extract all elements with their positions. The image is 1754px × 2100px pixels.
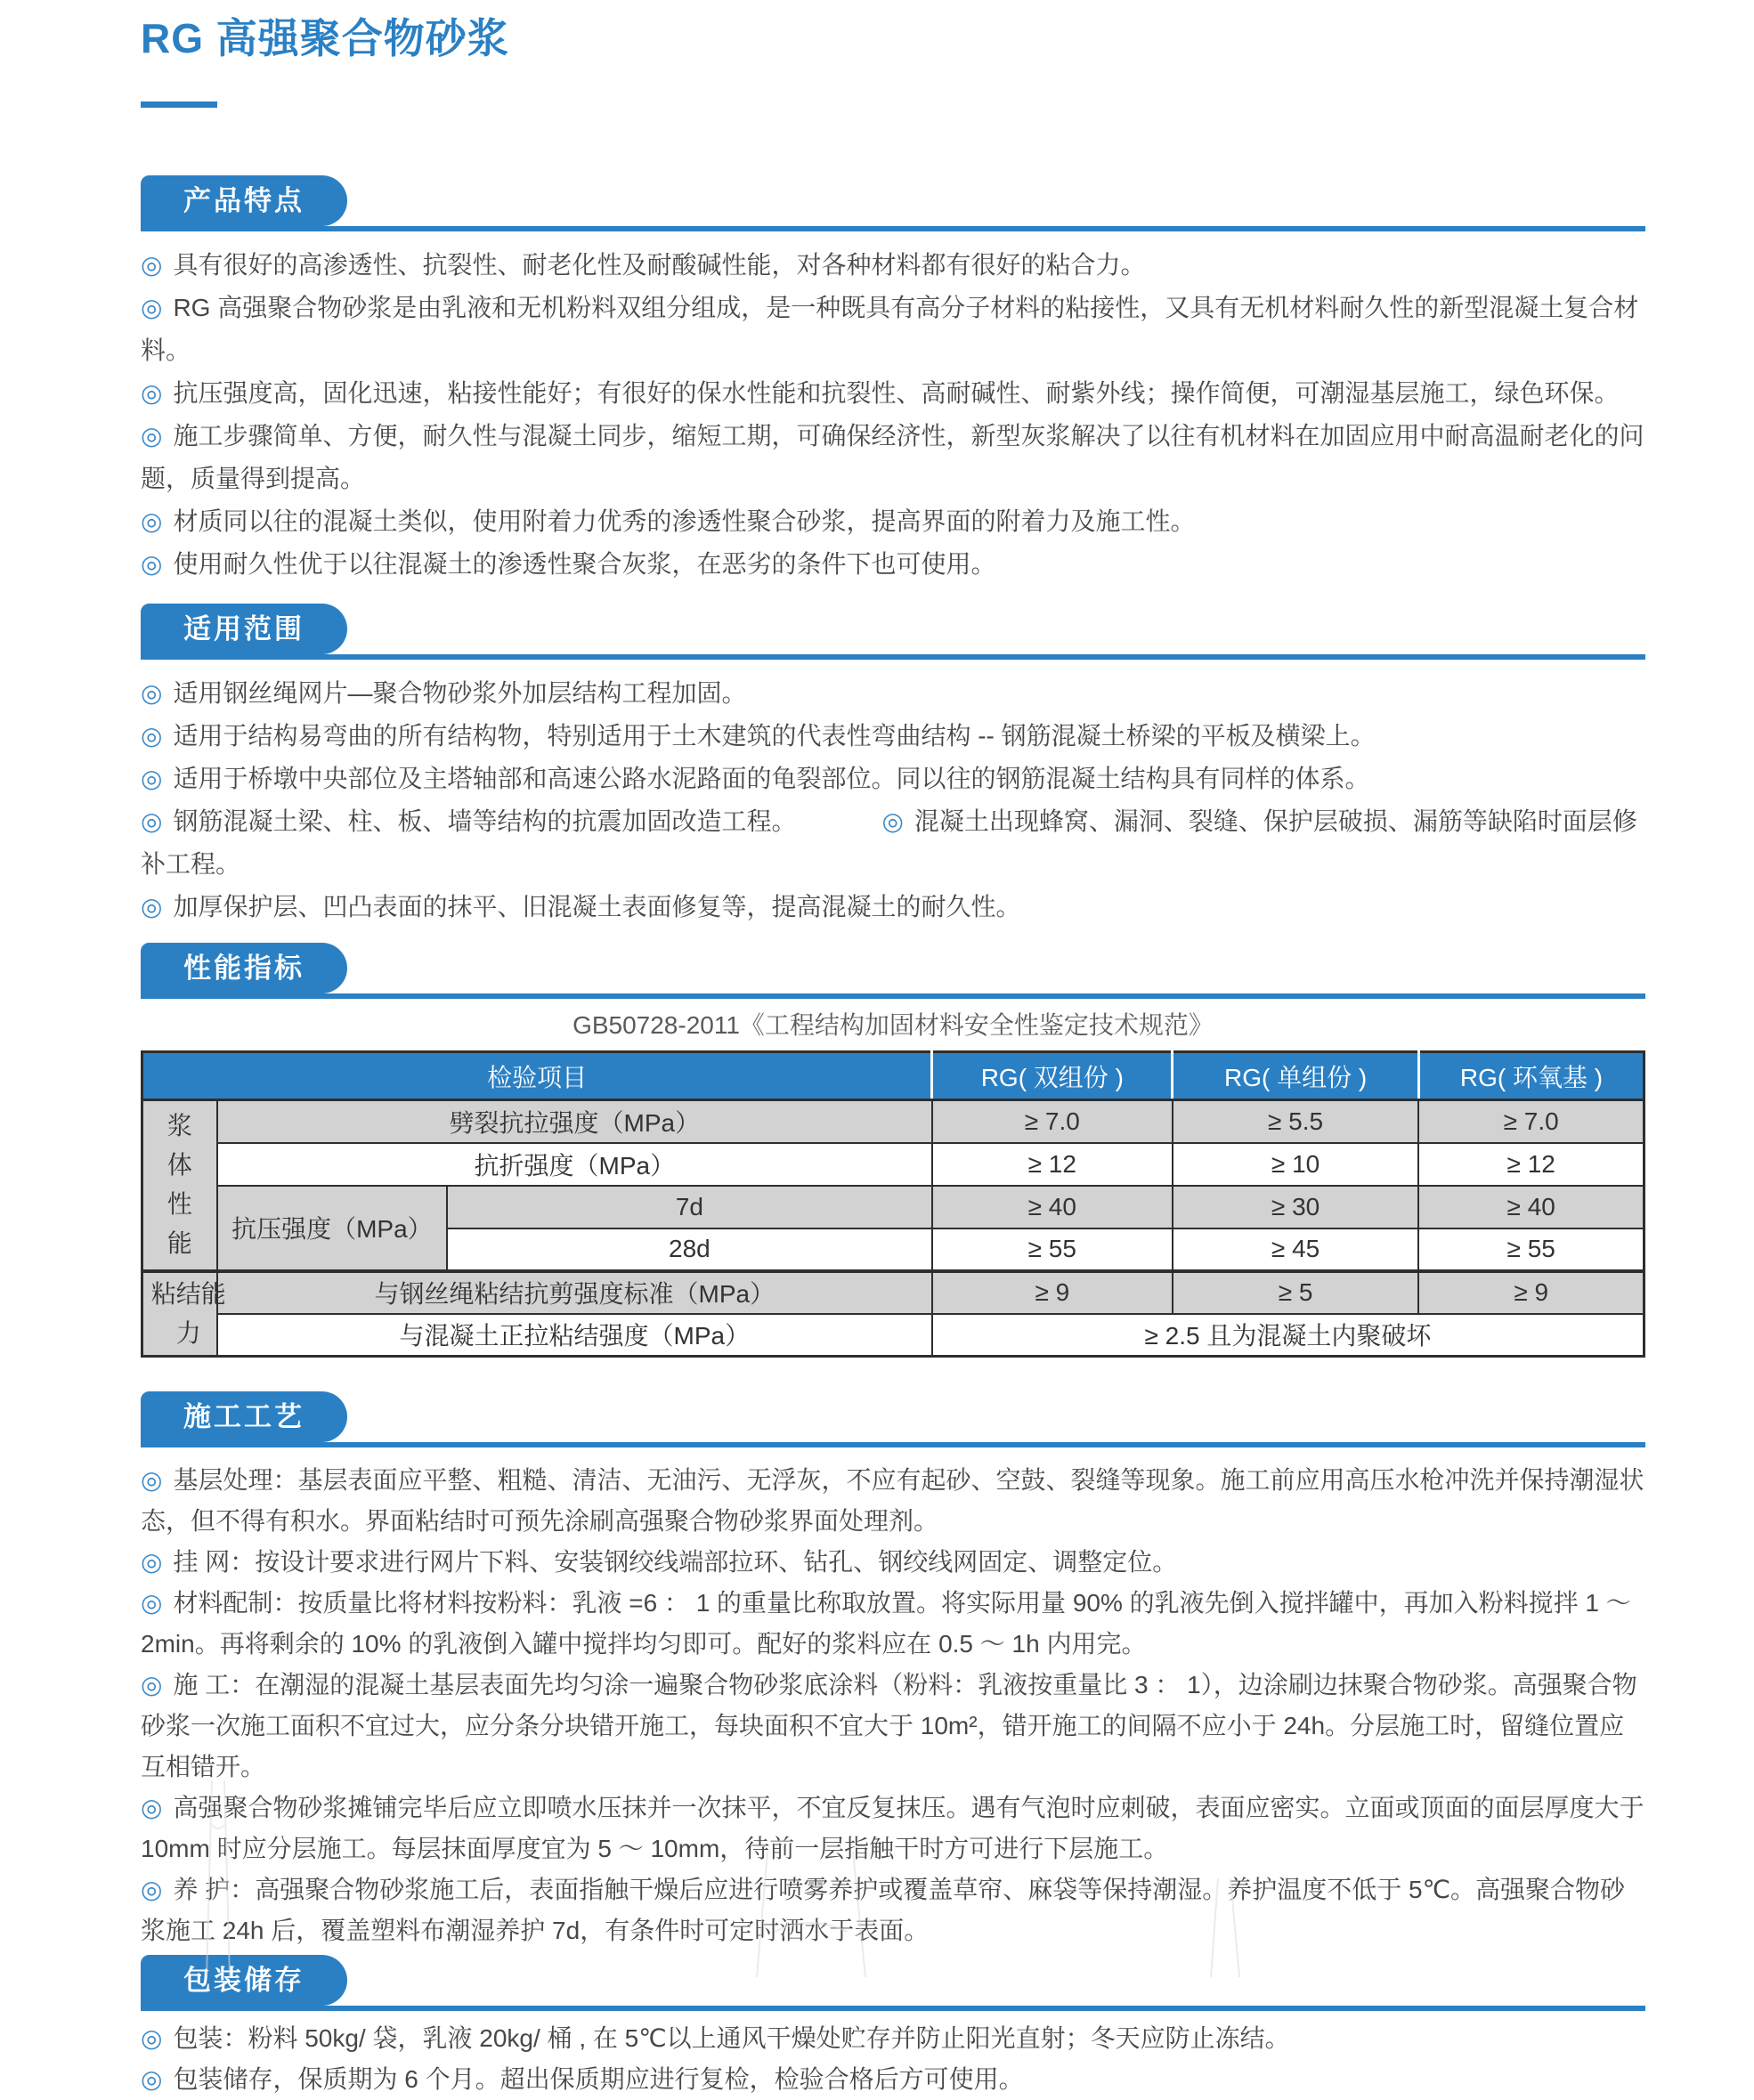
performance-table <box>141 1050 1645 1358</box>
scope-text: 混凝土出现蜂窝、漏洞、裂缝、保护层破损、漏筋等缺陷时面层修补工程。 <box>141 807 1637 878</box>
scope-item <box>141 758 1645 800</box>
standard-reference: GB50728-2011《工程结构加固材料安全性鉴定技术规范》 <box>572 1011 1214 1039</box>
section-features <box>141 175 1645 586</box>
construction-text: 挂 网：按设计要求进行网片下料、安装钢绞线端部拉环、钻孔、钢绞线网固定、调整定位。 <box>173 1548 1178 1576</box>
feature-text: 施工步骤简单、方便，耐久性与混凝土同步，缩短工期，可确保经济性，新型灰浆解决了以往有机材料在加固应用中耐高温耐老化的问题，质量得到提高。 <box>141 422 1644 492</box>
construction-step <box>141 1788 1645 1869</box>
table-cell-age: 7d <box>447 1186 932 1228</box>
table-cell-value: ≥ 12 <box>932 1143 1173 1186</box>
table-cell-value: ≥ 12 <box>1418 1143 1644 1186</box>
table-cell-age: 28d <box>447 1228 932 1271</box>
section-badge-features: 产品特点 <box>141 175 347 226</box>
table-cell-value: ≥ 7.0 <box>932 1100 1173 1143</box>
scope-text: 适用于结构易弯曲的所有结构物，特别适用于土木建筑的代表性弯曲结构 -- 钢筋混凝土桥梁的平板及横梁上。 <box>173 722 1376 750</box>
ring-bullet-icon: ◎ <box>141 893 163 920</box>
construction-text: 养 护：高强聚合物砂浆施工后，表面指触干燥后应进行喷雾养护或覆盖草帘、麻袋等保持潮湿。养护温度不低于 5℃。高强聚合物砂浆施工 24h 后，覆盖塑料布潮湿养护 7d，有条件时可定时洒水于表面。 <box>141 1876 1626 1944</box>
table-header-item: 检验项目 <box>142 1052 932 1100</box>
table-cell-value: ≥ 5.5 <box>1173 1100 1419 1143</box>
ring-bullet-icon: ◎ <box>141 2024 163 2052</box>
feature-text: 材质同以往的混凝土类似，使用附着力优秀的渗透性聚合砂浆，提高界面的附着力及施工性。 <box>173 507 1196 535</box>
table-cell-value: ≥ 2.5 且为混凝土内聚破坏 <box>932 1314 1644 1357</box>
table-row-normal-bond <box>142 1314 1644 1357</box>
section-badge-scope: 适用范围 <box>141 604 347 654</box>
table-header-rg2: RG( 双组份 ) <box>932 1052 1173 1100</box>
table-cell-value: ≥ 9 <box>1418 1271 1644 1314</box>
table-cell-value: ≥ 45 <box>1173 1228 1419 1271</box>
feature-item <box>141 372 1645 415</box>
section-scope-body <box>141 660 1645 928</box>
table-cell-value: ≥ 55 <box>1418 1228 1644 1271</box>
section-scope-header <box>141 604 1645 660</box>
section-badge-construction: 施工工艺 <box>141 1391 347 1442</box>
scope-item <box>141 715 1645 758</box>
ring-bullet-icon: ◎ <box>141 294 163 321</box>
construction-text: 基层处理：基层表面应平整、粗糙、清洁、无油污、无浮灰，不应有起砂、空鼓、裂缝等现象。施工前应用高压水枪冲洗并保持潮湿状态，但不得有积水。界面粘结时可预先涂刷高强聚合物砂浆界面处理剂。 <box>141 1466 1644 1535</box>
table-header-row <box>142 1052 1644 1100</box>
feature-item <box>141 415 1645 500</box>
scope-text: 适用钢丝绳网片—聚合物砂浆外加层结构工程加固。 <box>173 679 747 707</box>
scope-item <box>141 672 1645 715</box>
section-features-header <box>141 175 1645 231</box>
section-construction-header <box>141 1391 1645 1447</box>
construction-step <box>141 1869 1645 1951</box>
section-performance <box>141 943 1645 1358</box>
packaging-text: 包装：粉料 50kg/ 袋，乳液 20kg/ 桶 , 在 5℃以上通风干燥处贮存并防止阳光直射；冬天应防止冻结。 <box>173 2024 1290 2052</box>
ring-bullet-icon: ◎ <box>141 550 163 578</box>
row-group-slurry: 浆体性能 <box>142 1100 217 1271</box>
feature-item <box>141 500 1645 543</box>
feature-text: 使用耐久性优于以往混凝土的渗透性聚合灰浆，在恶劣的条件下也可使用。 <box>173 550 996 578</box>
feature-item <box>141 287 1645 372</box>
table-cell-value: ≥ 30 <box>1173 1186 1419 1228</box>
table-row-compressive-7d <box>142 1186 1644 1228</box>
scope-item <box>141 886 1645 928</box>
section-packaging <box>141 1955 1645 2100</box>
construction-step <box>141 1542 1645 1583</box>
table-cell-name: 与钢丝绳粘结抗剪强度标准（MPa） <box>217 1271 932 1314</box>
section-scope <box>141 604 1645 928</box>
table-cell-value: ≥ 10 <box>1173 1143 1419 1186</box>
table-cell-value: ≥ 7.0 <box>1418 1100 1644 1143</box>
ring-bullet-icon: ◎ <box>141 1794 163 1821</box>
row-group-bond: 粘结能力 <box>142 1271 217 1357</box>
construction-step <box>141 1460 1645 1542</box>
feature-text: 抗压强度高，固化迅速，粘接性能好；有很好的保水性能和抗裂性、高耐碱性、耐紫外线；操作简便，可潮湿基层施工，绿色环保。 <box>173 379 1620 407</box>
table-cell-value: ≥ 9 <box>932 1271 1173 1314</box>
table-cell-name: 劈裂抗拉强度（MPa） <box>217 1100 932 1143</box>
scope-item-double <box>141 800 1645 886</box>
ring-bullet-icon: ◎ <box>141 422 163 450</box>
section-badge-performance: 性能指标 <box>141 943 347 993</box>
packaging-text: 包装储存，保质期为 6 个月。超出保质期应进行复检，检验合格后方可使用。 <box>173 2065 1024 2093</box>
construction-step <box>141 1665 1645 1788</box>
section-performance-header <box>141 943 1645 999</box>
feature-item <box>141 543 1645 586</box>
ring-bullet-icon: ◎ <box>141 722 163 750</box>
table-row-shear <box>142 1271 1644 1314</box>
section-badge-packaging: 包装储存 <box>141 1955 347 2006</box>
ring-bullet-icon: ◎ <box>141 765 163 792</box>
construction-text: 高强聚合物砂浆摊铺完毕后应立即喷水压抹并一次抹平，不宜反复抹压。遇有气泡时应刺破，表面应密实。立面或顶面的面层厚度大于 10mm 时应分层施工。每层抹面厚度宜为 5 ～ 10mm，待前一层指触干时方可进行下层施工。 <box>141 1794 1644 1862</box>
construction-text: 材料配制：按质量比将材料按粉料：乳液 =6 ： 1 的重量比称取放置。将实际用量 90% 的乳液先倒入搅拌罐中，再加入粉料搅拌 1 ～ 2min。再将剩余的 10% 的乳液倒入罐中搅拌均匀即可。配好的浆料应在 0.5 ～ 1h 内用完。 <box>141 1589 1631 1658</box>
ring-bullet-icon: ◎ <box>141 1876 163 1903</box>
ring-bullet-icon: ◎ <box>141 679 163 707</box>
feature-text: RG 高强聚合物砂浆是由乳液和无机粉料双组分组成，是一种既具有高分子材料的粘接性，又具有无机材料耐久性的新型混凝土复合材料。 <box>141 294 1639 364</box>
ring-bullet-icon: ◎ <box>141 1589 163 1617</box>
ring-bullet-icon: ◎ <box>141 1466 163 1494</box>
section-construction-body <box>141 1447 1645 1951</box>
feature-item <box>141 244 1645 287</box>
ring-bullet-icon: ◎ <box>141 2065 163 2093</box>
ring-bullet-icon: ◎ <box>881 807 904 835</box>
table-cell-name: 抗压强度（MPa） <box>217 1186 447 1271</box>
section-features-body <box>141 231 1645 586</box>
construction-step <box>141 1583 1645 1665</box>
scope-text: 钢筋混凝土梁、柱、板、墙等结构的抗震加固改造工程。 <box>173 807 797 835</box>
table-cell-name: 抗折强度（MPa） <box>217 1143 932 1186</box>
page-title: RG 高强聚合物砂浆 <box>141 15 509 61</box>
table-row-flexural <box>142 1143 1644 1186</box>
table-cell-name: 与混凝土正拉粘结强度（MPa） <box>217 1314 932 1357</box>
table-header-rg1: RG( 单组份 ) <box>1173 1052 1419 1100</box>
ring-bullet-icon: ◎ <box>141 251 163 279</box>
scope-text: 适用于桥墩中央部位及主塔轴部和高速公路水泥路面的龟裂部位。同以往的钢筋混凝土结构具有同样的体系。 <box>173 765 1370 792</box>
ring-bullet-icon: ◎ <box>141 807 163 835</box>
section-construction <box>141 1391 1645 1951</box>
ring-bullet-icon: ◎ <box>141 379 163 407</box>
construction-text: 施 工：在潮湿的混凝土基层表面先均匀涂一遍聚合物砂浆底涂料（粉料：乳液按重量比 3 ： 1），边涂刷边抹聚合物砂浆。高强聚合物砂浆一次施工面积不宜过大，应分条分块错开施工，每块面积不宜大于 10m²，错开施工的间隔不应小于 24h。分层施工时，留缝位置应互相错开。 <box>141 1671 1637 1780</box>
table-cell-value: ≥ 55 <box>932 1228 1173 1271</box>
ring-bullet-icon: ◎ <box>141 1548 163 1576</box>
table-row-split-tensile <box>142 1100 1644 1143</box>
table-cell-value: ≥ 5 <box>1173 1271 1419 1314</box>
scope-text: 加厚保护层、凹凸表面的抹平、旧混凝土表面修复等，提高混凝土的耐久性。 <box>173 893 1021 920</box>
ring-bullet-icon: ◎ <box>141 507 163 535</box>
table-cell-value: ≥ 40 <box>1418 1186 1644 1228</box>
section-packaging-header <box>141 1955 1645 2011</box>
ring-bullet-icon: ◎ <box>141 1671 163 1699</box>
table-cell-value: ≥ 40 <box>932 1186 1173 1228</box>
section-packaging-body <box>141 2011 1645 2100</box>
packaging-item <box>141 2059 1645 2100</box>
feature-text: 具有很好的高渗透性、抗裂性、耐老化性及耐酸碱性能，对各种材料都有很好的粘合力。 <box>173 251 1146 279</box>
table-header-rge: RG( 环氧基 ) <box>1418 1052 1644 1100</box>
packaging-item <box>141 2018 1645 2059</box>
title-underline-dash <box>141 101 217 108</box>
